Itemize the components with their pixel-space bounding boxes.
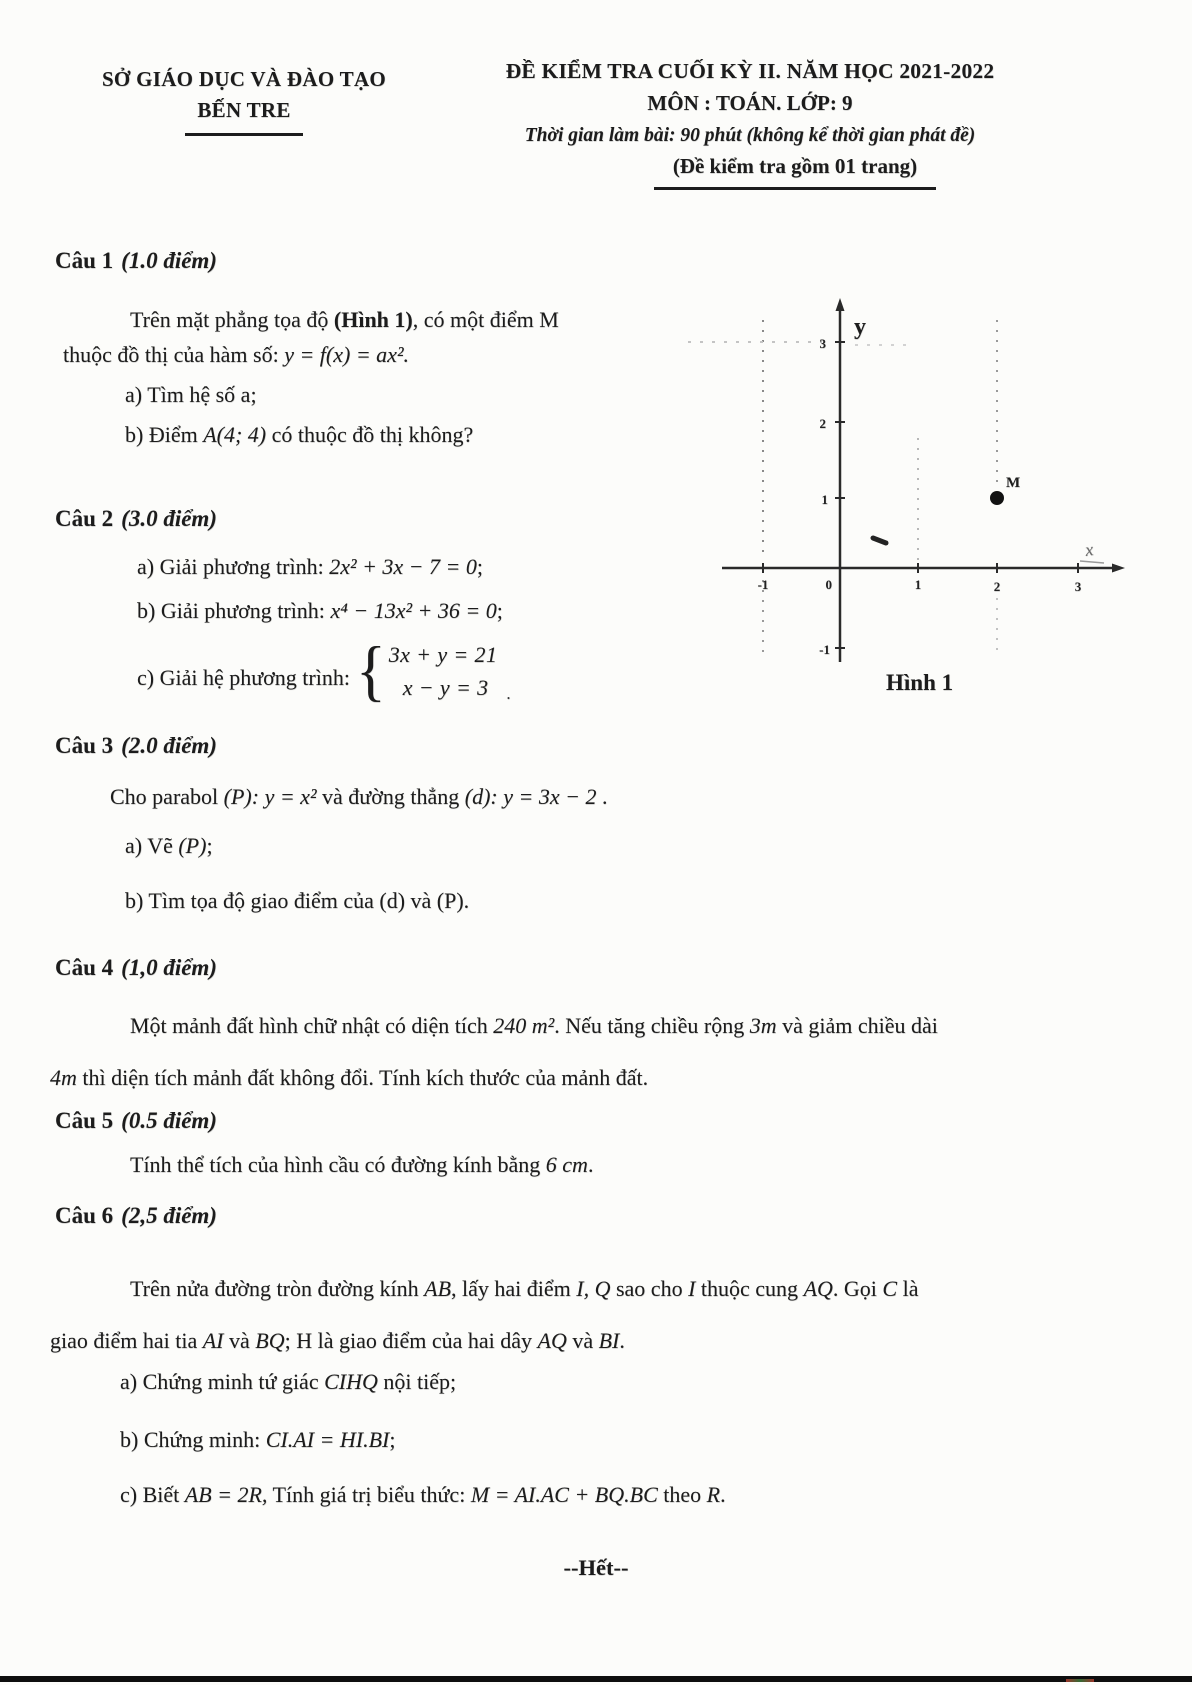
question-points: (1,0 điểm): [121, 955, 217, 980]
text-run: ; H là giao điểm của hai dây: [284, 1328, 538, 1353]
text-run: Trên mặt phẳng tọa độ: [130, 307, 334, 332]
text-run: AB: [424, 1276, 452, 1301]
text-run: ;: [206, 833, 213, 858]
question-2-item-c: [137, 633, 757, 709]
system-trailing-period: .: [506, 684, 511, 703]
text-run: c) Biết: [120, 1482, 185, 1507]
text-run: (d): y = 3x − 2: [464, 784, 597, 809]
text-run: BI: [598, 1328, 620, 1353]
system-equation-2: x − y = 3: [402, 675, 489, 700]
text-run: (P): y = x²: [223, 784, 317, 809]
text-run: 240 m²: [493, 1013, 555, 1038]
duration-line: Thời gian làm bài: 90 phút (không kể thời gian phát đề): [524, 125, 976, 146]
text-run: x⁴ − 13x² + 36 = 0: [330, 598, 497, 623]
question-3-item-b: [125, 886, 1160, 916]
pages-note: (Đề kiểm tra gồm 01 trang): [672, 154, 918, 178]
department-line1: SỞ GIÁO DỤC VÀ ĐÀO TẠO: [101, 67, 387, 91]
question-points: (3.0 điểm): [121, 506, 217, 531]
question-points: (2,5 điểm): [121, 1203, 217, 1228]
y-axis-arrow: [836, 298, 845, 311]
question-6-item-a: [120, 1367, 1160, 1397]
system-equations: [389, 638, 498, 704]
text-run: CIHQ: [324, 1369, 378, 1394]
question-2: [55, 504, 1160, 709]
text-run: b) Điểm: [125, 422, 204, 447]
text-run: là: [897, 1276, 919, 1301]
question-2-heading: [55, 504, 1160, 534]
question-6-item-b: [120, 1425, 1160, 1455]
question-number: Câu 2: [55, 506, 114, 531]
text-run: a) Chứng minh tứ giác: [120, 1369, 325, 1394]
x-tick-label: 2: [993, 579, 1001, 594]
point-M: [990, 491, 1004, 505]
question-points: (2.0 điểm): [121, 733, 217, 758]
text-run: M = AI.AC + BQ.BC: [470, 1482, 658, 1507]
text-run: CI.AI = HI.BI: [265, 1427, 390, 1452]
department-underline: [185, 133, 303, 136]
question-5: [55, 1106, 1160, 1180]
text-run: y = f(x) = ax².: [284, 342, 410, 367]
text-run: và: [223, 1328, 256, 1353]
question-2-item-b: [137, 596, 1160, 626]
question-6-heading: [55, 1201, 1160, 1231]
scan-artifact-speck: [1066, 1679, 1094, 1682]
text-run: C: [882, 1276, 898, 1301]
y-tick-label: 3: [819, 336, 826, 351]
text-run: BQ: [255, 1328, 285, 1353]
text-run: 2x² + 3x − 7 = 0: [329, 554, 477, 579]
text-run: giao điểm hai tia: [50, 1328, 203, 1353]
text-run: Trên nửa đường tròn đường kính: [130, 1276, 425, 1301]
question-3-intro: [110, 782, 1160, 812]
text-run: a) Tìm hệ số a;: [125, 382, 257, 407]
text-run: có thuộc đồ thị không?: [266, 422, 474, 447]
text-run: Một mảnh đất hình chữ nhật có diện tích: [130, 1013, 494, 1038]
text-run: I: [688, 1276, 696, 1301]
text-run: ;: [476, 554, 483, 579]
text-run: .: [720, 1482, 726, 1507]
text-run: Tính giá trị biểu thức:: [267, 1482, 471, 1507]
question-3-item-a: [125, 831, 1160, 861]
question-1-heading: [55, 246, 1160, 276]
exam-title: ĐỀ KIỂM TRA CUỐI KỲ II. NĂM HỌC 2021-2022: [505, 59, 995, 83]
text-run: thuộc đồ thị của hàm số:: [63, 342, 285, 367]
y-axis-label: y: [854, 314, 866, 340]
x-tick-label: 1: [914, 577, 922, 592]
question-1-intro: [63, 302, 683, 372]
x-tick-label: 0: [825, 577, 832, 592]
text-run: Cho parabol: [110, 784, 224, 809]
department-block: [68, 64, 420, 136]
question-number: Câu 1: [55, 248, 114, 273]
question-3-heading: [55, 731, 1160, 761]
question-4: [50, 953, 1160, 1104]
text-run: c) Giải hệ phương trình:: [137, 665, 350, 690]
system-equation-1: 3x + y = 21: [388, 642, 498, 667]
text-run: ;: [389, 1427, 396, 1452]
text-run: b) Chứng minh:: [120, 1427, 266, 1452]
text-run: , lấy hai điểm: [451, 1276, 577, 1301]
text-run: và: [566, 1328, 599, 1353]
question-2-item-a: [137, 552, 1160, 582]
text-run: AQ: [803, 1276, 833, 1301]
system-brace: {: [355, 633, 386, 709]
text-run: thuộc cung: [695, 1276, 804, 1301]
text-run: b) Giải phương trình:: [137, 598, 331, 623]
text-run: AQ: [537, 1328, 567, 1353]
system-label: [137, 665, 350, 691]
header-underline: [654, 187, 936, 190]
y-tick-label: -1: [819, 642, 830, 657]
text-run: AB = 2R,: [184, 1482, 268, 1507]
point-M-label: M: [1006, 475, 1021, 491]
bottom-scan-bar: [0, 1676, 1192, 1682]
y-tick-label: 1: [821, 492, 828, 507]
text-run: (Hình 1): [333, 307, 413, 332]
text-run: . Gọi: [832, 1276, 883, 1301]
text-run: (P): [178, 833, 207, 858]
text-run: Tính thể tích của hình cầu có đường kính bằng: [130, 1152, 546, 1177]
text-run: .: [619, 1328, 625, 1353]
question-4-heading: [55, 953, 1160, 983]
text-run: thì diện tích mảnh đất không đổi. Tính kích thước của mảnh đất.: [76, 1065, 649, 1090]
question-4-body: [50, 1000, 1160, 1104]
question-points: (0.5 điểm): [121, 1108, 217, 1133]
question-6-intro: [50, 1263, 1160, 1367]
text-run: .: [587, 1152, 594, 1177]
question-5-heading: [55, 1106, 1160, 1136]
x-tick-label: -1: [757, 577, 769, 592]
question-number: Câu 6: [55, 1203, 114, 1228]
text-run: 4m: [50, 1065, 77, 1090]
end-marker: --Hết--: [563, 1555, 629, 1580]
question-3: [55, 731, 1160, 916]
department-line2: BẾN TRE: [197, 98, 291, 122]
subject-line: MÔN : TOÁN. LỚP: 9: [647, 91, 853, 115]
question-number: Câu 3: [55, 733, 114, 758]
text-run: 3m: [749, 1013, 777, 1038]
text-run: I, Q: [576, 1276, 611, 1301]
text-run: ;: [496, 598, 503, 623]
y-tick-label: 2: [819, 416, 826, 431]
text-run: a) Giải phương trình:: [137, 554, 330, 579]
text-run: theo: [657, 1482, 707, 1507]
question-points: (1.0 điểm): [121, 248, 217, 273]
text-run: 6 cm: [545, 1152, 588, 1177]
question-6-item-c: [120, 1480, 1160, 1510]
text-run: , có một điểm M: [412, 307, 559, 332]
question-number: Câu 4: [55, 955, 114, 980]
text-run: nội tiếp;: [377, 1369, 457, 1394]
text-run: b) Tìm tọa độ giao điểm của (d) và (P).: [125, 888, 470, 913]
x-tick-label: 3: [1074, 579, 1082, 594]
text-run: sao cho: [610, 1276, 689, 1301]
text-run: a) Vẽ: [125, 833, 179, 858]
question-6: [50, 1201, 1160, 1510]
text-run: A(4; 4): [203, 422, 267, 447]
exam-title-block: [430, 56, 1070, 190]
x-axis-label: x: [1083, 539, 1095, 560]
text-run: và giảm chiều dài: [776, 1013, 938, 1038]
question-5-body: [130, 1150, 1160, 1180]
text-run: và đường thẳng: [316, 784, 465, 809]
figure-caption: Hình 1: [886, 670, 954, 695]
text-run: . Nếu tăng chiều rộng: [554, 1013, 750, 1038]
text-run: .: [596, 784, 608, 809]
question-number: Câu 5: [55, 1108, 114, 1133]
text-run: AI: [202, 1328, 224, 1353]
text-run: R: [706, 1482, 721, 1507]
